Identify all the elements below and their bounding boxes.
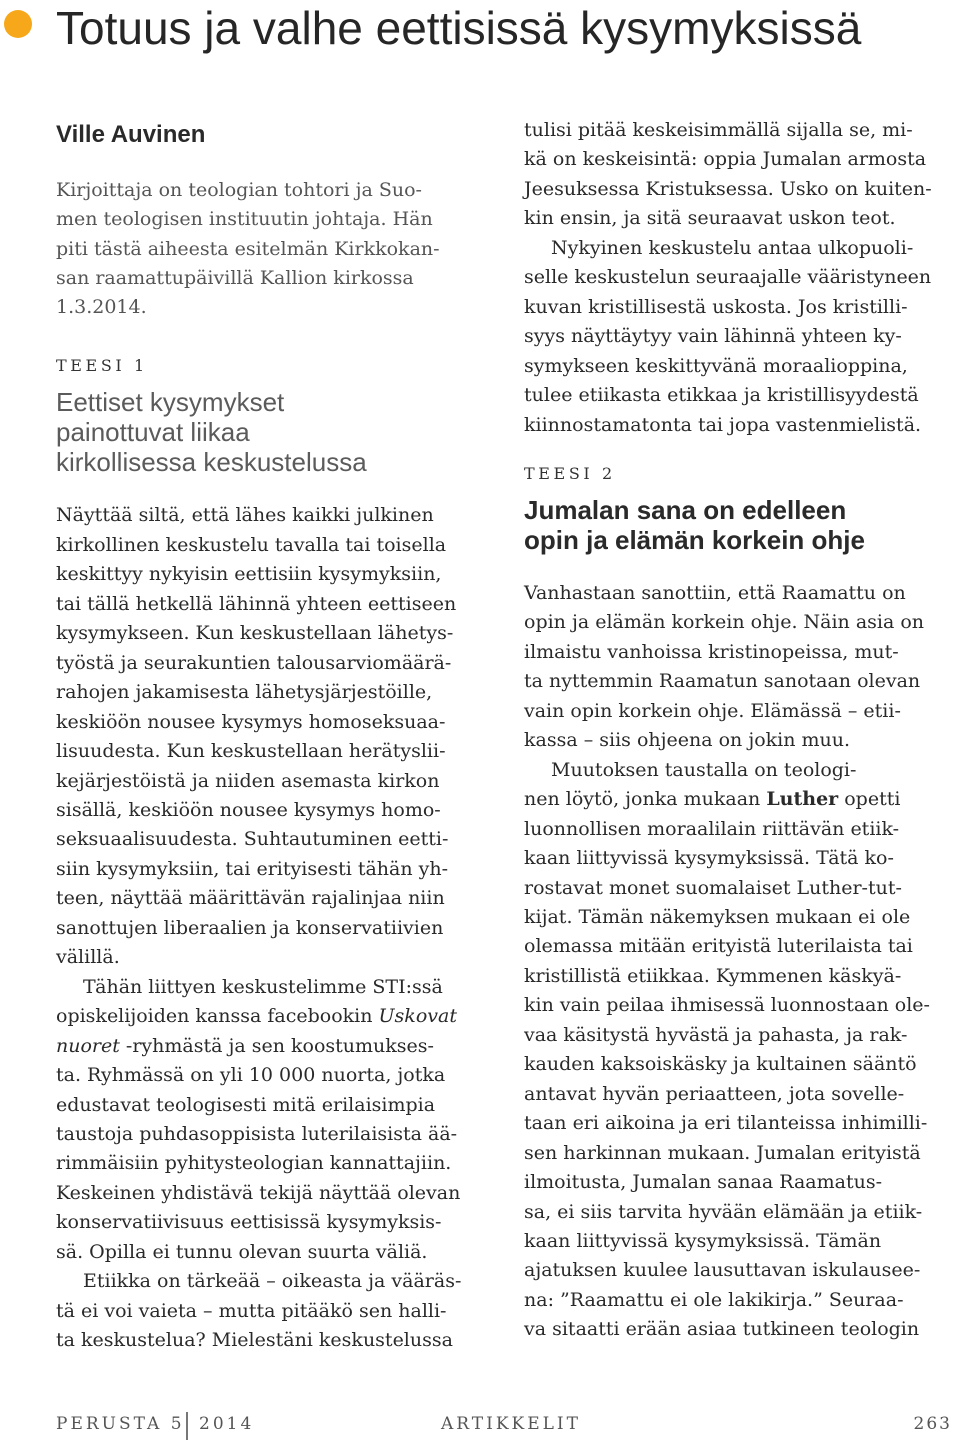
thesis-1-body <box>56 501 488 1355</box>
body-line: kaan liittyvissä kysymyksissä. Tämän <box>524 1229 882 1252</box>
page-title: Totuus ja valhe eettisissä kysymyksissä <box>56 2 862 54</box>
right-column-intro <box>524 116 956 440</box>
body-text: nen löytö, jonka mukaan <box>524 788 767 811</box>
body-line: olemassa mitään erityistä luterilaista tai <box>524 935 913 958</box>
group-name-italic: nuoret <box>56 1034 120 1057</box>
body-line: tä ei voi vaieta – mutta pitääkö sen halli- <box>56 1299 447 1322</box>
body-line: vaa käsitystä hyvästä ja pahasta, ja rak- <box>524 1023 908 1046</box>
body-text: opiskelijoiden kanssa facebookin <box>56 1005 373 1028</box>
body-line: ajatuksen kuulee lausuttavan iskulausee- <box>524 1259 921 1282</box>
body-line: va sitaatti erään asiaa tutkineen teologin <box>524 1318 920 1341</box>
body-line: edustavat teologisesti mitä erilaisimpia <box>56 1093 436 1116</box>
body-line: kejärjestöistä ja niiden asemasta kirkon <box>56 769 440 792</box>
orange-bullet-icon <box>4 10 32 38</box>
body-line: sa, ei siis tarvita hyvään elämään ja etiik- <box>524 1200 923 1223</box>
footer-page-number: 263 <box>913 1414 952 1434</box>
body-line: Vanhastaan sanottiin, että Raamattu on <box>524 581 906 604</box>
body-line: Keskeinen yhdistävä tekijä näyttää olevan <box>56 1181 461 1204</box>
body-line: taan eri aikoina ja eri tilanteissa inhimilli- <box>524 1112 928 1135</box>
body-line: konservatiivisuus eettisissä kysymyksis- <box>56 1211 442 1234</box>
body-line: taustoja puhdasoppisista luterilaisista ää- <box>56 1123 458 1145</box>
body-line: työstä ja seurakuntien talousarviomäärä- <box>56 651 452 674</box>
heading-line: opin ja elämän korkein ohje <box>524 524 865 555</box>
body-line: kassa – siis ohjeena on jokin muu. <box>524 729 851 752</box>
bio-line: san raamattupäivillä Kallion kirkossa <box>56 266 414 289</box>
body-line: kauden kaksoiskäsky ja kultainen sääntö <box>524 1053 917 1076</box>
body-line <box>56 1002 488 1031</box>
heading-line: kirkollisessa keskustelussa <box>56 447 367 478</box>
body-line: Jeesuksessa Kristuksessa. Usko on kuiten- <box>524 177 932 200</box>
heading-line: painottuvat liikaa <box>56 417 250 448</box>
thesis-1-heading <box>56 387 488 477</box>
body-line: kä on keskeisintä: oppia Jumalan armosta <box>524 148 927 171</box>
group-name-italic: Uskovat <box>378 1005 457 1028</box>
body-line: kin ensin, ja sitä seuraavat uskon teot. <box>524 207 896 230</box>
page-footer <box>0 1414 960 1442</box>
body-text: -ryhmästä ja sen koostumukses- <box>119 1034 434 1057</box>
body-line: ilmaistu vanhoissa kristinopeissa, mut- <box>524 640 899 663</box>
body-line: selle keskustelun seuraajalle vääristyneen <box>524 266 932 289</box>
footer-divider <box>186 1412 188 1440</box>
body-line: kristillistä etiikkaa. Kymmenen käskyä- <box>524 964 902 987</box>
body-line: seksuaalisuudesta. Suhtautuminen eetti- <box>56 828 449 851</box>
body-line <box>56 1032 488 1061</box>
body-line: rimmäisiin pyhitysteologian kannattajiin. <box>56 1152 452 1175</box>
left-column <box>56 116 488 1356</box>
name-bold: Luther <box>766 788 839 811</box>
body-line: ta nyttemmin Raamatun sanotaan olevan <box>524 670 921 693</box>
right-column <box>524 116 956 1345</box>
body-line <box>524 785 956 814</box>
body-line: kuvan kristillisestä uskosta. Jos kristilli- <box>524 295 908 318</box>
heading-line: Eettiset kysymykset <box>56 387 285 418</box>
body-line: kaan liittyvissä kysymyksissä. Tätä ko- <box>524 847 894 870</box>
body-line: syys näyttäytyy vain lähinnä yhteen ky- <box>524 325 902 348</box>
body-line: na: ”Raamattu ei ole lakikirja.” Seuraa- <box>524 1288 904 1311</box>
body-line: tulee etiikasta etikkaa ja kristillisyydestä <box>524 384 919 407</box>
author-name: Ville Auvinen <box>56 121 206 148</box>
bio-line: 1.3.2014. <box>56 296 147 319</box>
body-line: ilmoitusta, Jumalan sanaa Raamatus- <box>524 1171 883 1194</box>
body-line: vain opin korkein ohje. Elämässä – etii- <box>524 699 901 722</box>
body-line: opin ja elämän korkein ohje. Näin asia on <box>524 611 925 634</box>
thesis-2-body <box>524 579 956 1345</box>
author-bio <box>56 176 488 322</box>
body-line: kijat. Tämän näkemyksen mukaan ei ole <box>524 905 911 928</box>
body-line: keskiöön nousee kysymys homoseksuaa- <box>56 710 446 733</box>
body-line: kiinnostamatonta tai jopa vastenmielistä. <box>524 413 922 436</box>
body-line: lisuudesta. Kun keskustellaan herätyslii- <box>56 740 446 763</box>
body-line: sä. Opilla ei tunnu olevan suurta väliä. <box>56 1240 428 1263</box>
thesis-2-heading <box>524 495 956 555</box>
footer-section: ARTIKKELIT <box>441 1414 581 1434</box>
body-line: välillä. <box>56 946 120 969</box>
footer-magazine: PERUSTA 5 <box>56 1414 185 1434</box>
body-line: rahojen jakamisesta lähetysjärjestöille, <box>56 681 433 704</box>
body-line: siin kysymyksiin, tai erityisesti tähän yh- <box>56 857 449 880</box>
body-line: antavat hyvän periaatteen, jota sovelle- <box>524 1082 905 1105</box>
body-text: opetti <box>838 788 901 811</box>
bio-line: piti tästä aiheesta esitelmän Kirkkokan- <box>56 237 440 260</box>
body-line: Tähän liittyen keskustelimme STI:ssä <box>83 975 443 998</box>
body-line: symykseen keskittyvänä moraalioppina, <box>524 354 908 377</box>
footer-year: 2014 <box>199 1414 255 1434</box>
bio-line: men teologisen instituutin johtaja. Hän <box>56 208 433 231</box>
body-line: Muutoksen taustalla on teologi- <box>551 758 857 781</box>
body-line: Nykyinen keskustelu antaa ulkopuoli- <box>551 236 914 259</box>
body-line: ta keskustelua? Mielestäni keskustelussa <box>56 1329 453 1352</box>
body-line: Etiikka on tärkeää – oikeasta ja vääräs- <box>83 1270 462 1293</box>
bio-line: Kirjoittaja on teologian tohtori ja Suo- <box>56 179 422 201</box>
body-line: Näyttää siltä, että lähes kaikki julkinen <box>56 504 434 527</box>
body-line: rostavat monet suomalaiset Luther-tut- <box>524 876 902 899</box>
body-line: teen, näyttää määrittävän rajalinjaa niin <box>56 887 445 910</box>
body-line: kin vain peilaa ihmisessä luonnostaan ole- <box>524 994 930 1017</box>
body-line: tai tällä hetkellä lähinnä yhteen eettiseen <box>56 592 457 615</box>
body-line: sen harkinnan mukaan. Jumalan erityistä <box>524 1141 921 1164</box>
body-line: tulisi pitää keskeisimmällä sijalla se, mi- <box>524 119 913 141</box>
heading-line: Jumalan sana on edelleen <box>524 494 847 525</box>
thesis-2-kicker: TEESI 2 <box>524 463 616 483</box>
body-line: kirkollinen keskustelu tavalla tai toisella <box>56 533 447 556</box>
body-line: ta. Ryhmässä on yli 10 000 nuorta, jotka <box>56 1064 446 1087</box>
body-line: sisällä, keskiöön nousee kysymys homo- <box>56 799 441 822</box>
body-line: keskittyy nykyisin eettisiin kysymyksiin, <box>56 563 442 586</box>
body-line: kysymykseen. Kun keskustellaan lähetys- <box>56 622 454 645</box>
thesis-1-kicker: TEESI 1 <box>56 356 148 376</box>
body-line: luonnollisen moraalilain riittävän etiik- <box>524 817 900 840</box>
body-line: sanottujen liberaalien ja konservatiivien <box>56 916 444 939</box>
